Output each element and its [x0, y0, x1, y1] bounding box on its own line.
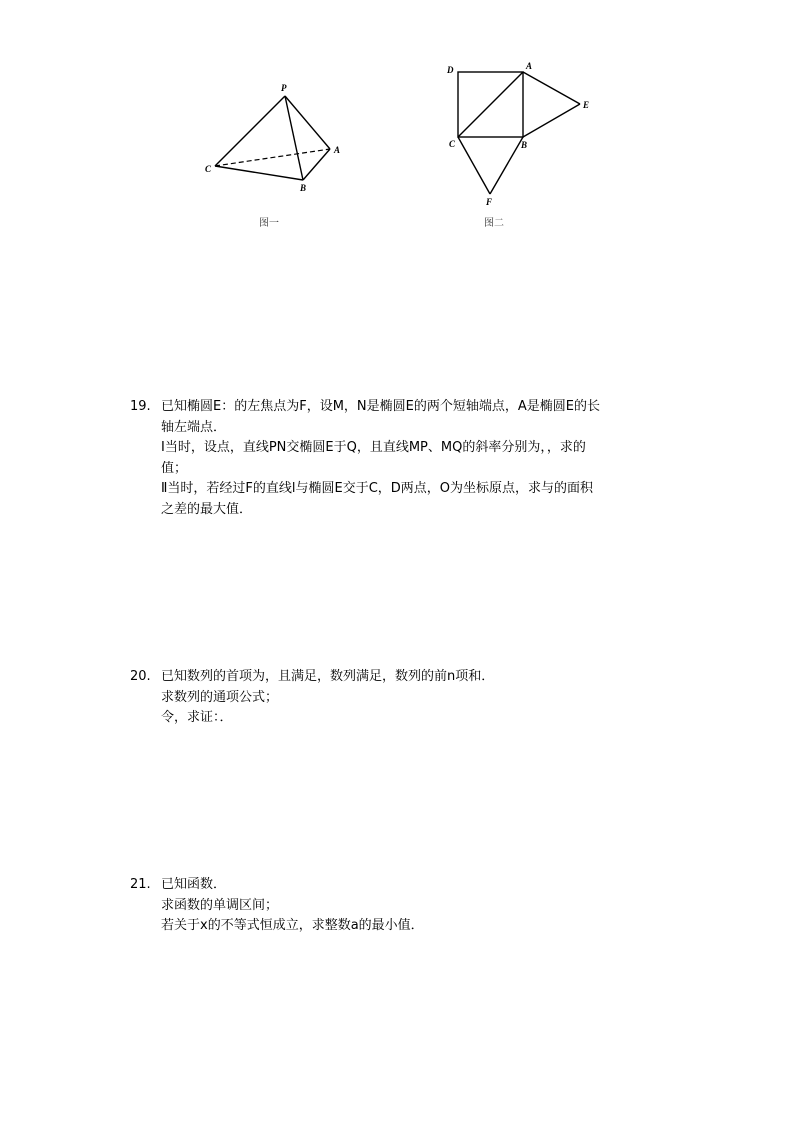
- edge-PA: [285, 96, 330, 149]
- figure-1-tetrahedron: [195, 78, 355, 198]
- figure-2-caption: 图二: [484, 218, 504, 229]
- problem-21-line-1: [130, 875, 424, 896]
- edge-CA-hidden: [215, 149, 330, 166]
- problem-19-line-3: Ⅰ当时，设点，直线PN交椭圆E于Q，且直线MP、MQ的斜率分别为，，求的: [161, 440, 586, 455]
- edge-BE: [523, 104, 580, 137]
- problem-text: 已知函数．: [161, 877, 227, 892]
- label-P: P: [281, 83, 287, 93]
- label-B: B: [300, 183, 307, 193]
- label-B: B: [521, 140, 528, 150]
- problem-19-line-1: [130, 397, 600, 418]
- problem-19-line-5: Ⅱ当时，若经过F的直线l与椭圆E交于C，D两点，O为坐标原点，求与的面积: [161, 481, 594, 496]
- label-A: A: [526, 61, 533, 71]
- figure-2-square: [440, 58, 600, 208]
- label-F: F: [486, 197, 493, 207]
- problem-19-line-6: 之差的最大值．: [161, 501, 253, 517]
- label-C: C: [449, 139, 456, 149]
- problem-text: 已知数列的首项为，且满足，数列满足，数列的前n项和．: [161, 669, 495, 684]
- label-A: A: [334, 145, 341, 155]
- problem-number: 20.: [130, 669, 151, 684]
- edge-CF: [458, 137, 490, 194]
- edge-PB: [285, 96, 303, 180]
- edge-PC: [215, 96, 285, 166]
- problem-text: 已知椭圆E：的左焦点为F，设M，N是椭圆E的两个短轴端点，A是椭圆E的长: [161, 399, 600, 414]
- edge-BA: [303, 149, 330, 180]
- figure-1-caption: 图一: [259, 218, 279, 229]
- problem-20-line-2: 求数列的通项公式；: [161, 689, 279, 705]
- problem-21: [130, 875, 424, 937]
- problem-21-line-3: 若关于x的不等式恒成立，求整数a的最小值．: [161, 918, 424, 933]
- problem-number: 21.: [130, 877, 151, 892]
- problem-20-line-3: 令，求证：．: [161, 710, 233, 725]
- problem-number: 19.: [130, 399, 151, 414]
- edge-CB: [215, 166, 303, 180]
- problem-19-line-4: 值；: [161, 460, 188, 476]
- problem-19: [130, 397, 600, 520]
- problem-19-line-2: 轴左端点．: [161, 419, 227, 435]
- diagonal-CA: [458, 72, 523, 137]
- edge-AE: [523, 72, 580, 104]
- label-D: D: [447, 65, 454, 75]
- edge-BF: [490, 137, 523, 194]
- label-C: C: [205, 164, 212, 174]
- label-E: E: [583, 100, 590, 110]
- problem-20: [130, 667, 494, 729]
- problem-20-line-1: [130, 667, 494, 688]
- problem-21-line-2: 求函数的单调区间；: [161, 897, 279, 913]
